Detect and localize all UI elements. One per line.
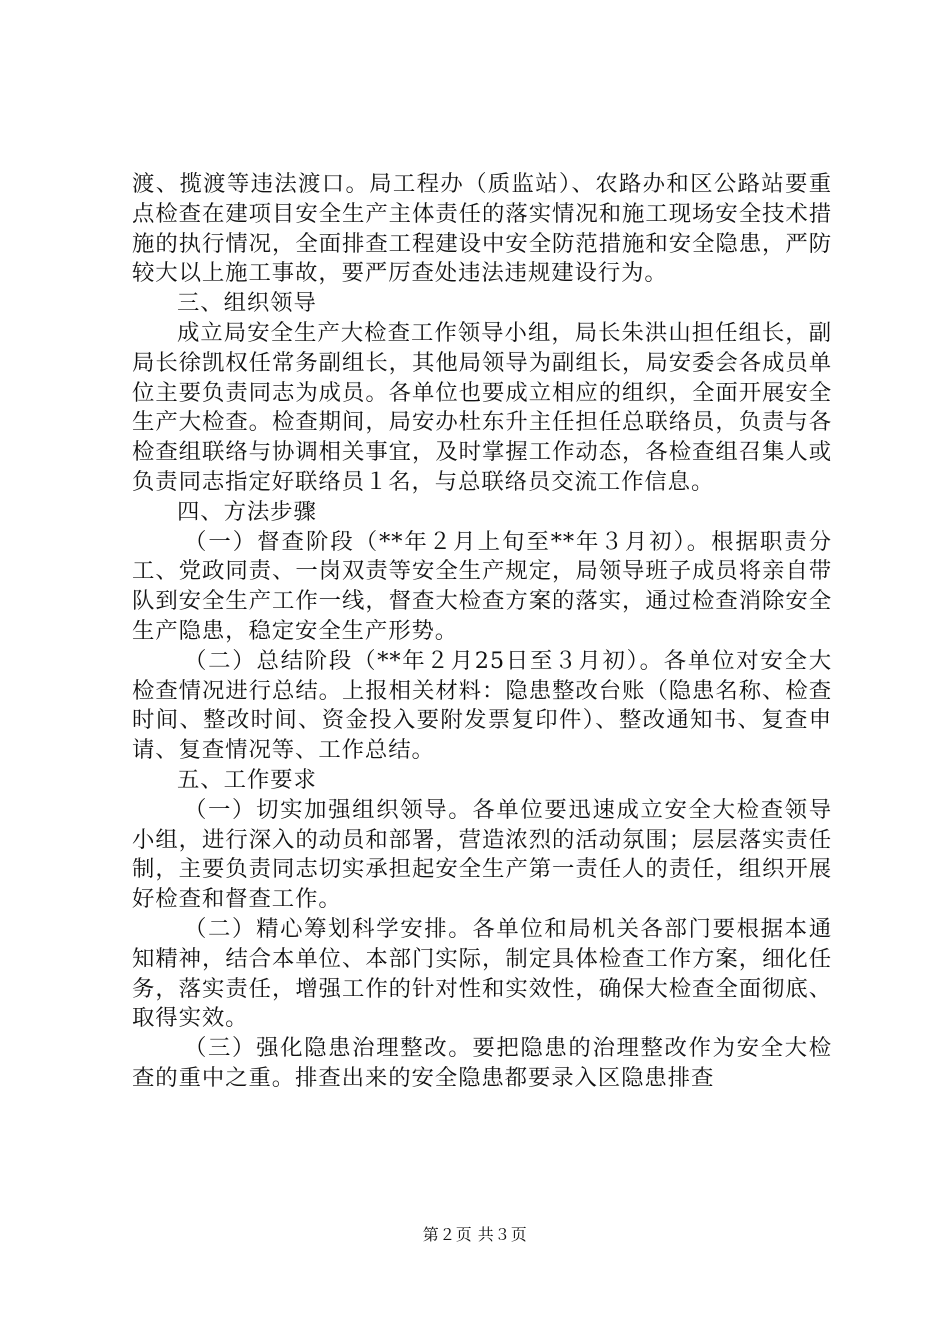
section-heading-5: 五、工作要求 — [177, 766, 317, 793]
paragraph-step-1: （一）督查阶段（**年２月上旬至**年３月初）。根据职责分工、党政同责、一岗双责等安全生产规定，局领导班子成员将亲自带队到安全生产工作一线，督查大检查方案的落实，通过检查消除安全生产隐患，稳定安全生产形势。 — [132, 528, 832, 644]
paragraph-step-2: （二）总结阶段（**年２月25日至３月初）。各单位对安全大检查情况进行总结。上报相关材料：隐患整改台账（隐患名称、检查时间、整改时间、资金投入要附发票复印件）、整改通知书、复查申请、复查情况等、工作总结。 — [132, 647, 832, 764]
paragraph-organization: 成立局安全生产大检查工作领导小组，局长朱洪山担任组长，副局长徐凯权任常务副组长，其他局领导为副组长，局安委会各成员单位主要负责同志为成员。各单位也要成立相应的组织，全面开展安全生产大检查。检查期间，局安办杜东升主任担任总联络员，负责与各检查组联络与协调相关事宜，及时掌握工作动态，各检查组召集人或负责同志指定好联络员１名，与总联络员交流工作信息。 — [132, 319, 832, 495]
paragraph-requirement-2: （二）精心筹划科学安排。各单位和局机关各部门要根据本通知精神，结合本单位、本部门实际，制定具体检查工作方案，细化任务，落实责任，增强工作的针对性和实效性，确保大检查全面彻底、取得实效。 — [132, 915, 832, 1032]
section-heading-4: 四、方法步骤 — [177, 498, 317, 525]
page-footer: 第２页 共３页 — [422, 1225, 528, 1244]
document-body — [132, 170, 832, 1094]
paragraph-continuation: 渡、揽渡等违法渡口。局工程办（质监站）、农路办和区公路站要重点检查在建项目安全生产主体责任的落实情况和施工现场安全技术措施的执行情况，全面排查工程建设中安全防范措施和安全隐患，严防较大以上施工事故，要严厉查处违法违规建设行为。 — [132, 171, 832, 287]
paragraph-requirement-1: （一）切实加强组织领导。各单位要迅速成立安全大检查领导小组，进行深入的动员和部署，营造浓烈的活动氛围；层层落实责任制，主要负责同志切实承担起安全生产第一责任人的责任，组织开展好检查和督查工作。 — [132, 796, 832, 913]
paragraph-requirement-3: （三）强化隐患治理整改。要把隐患的治理整改作为安全大检查的重中之重。排查出来的安全隐患都要录入区隐患排查 — [132, 1035, 832, 1091]
section-heading-3: 三、组织领导 — [177, 290, 317, 317]
